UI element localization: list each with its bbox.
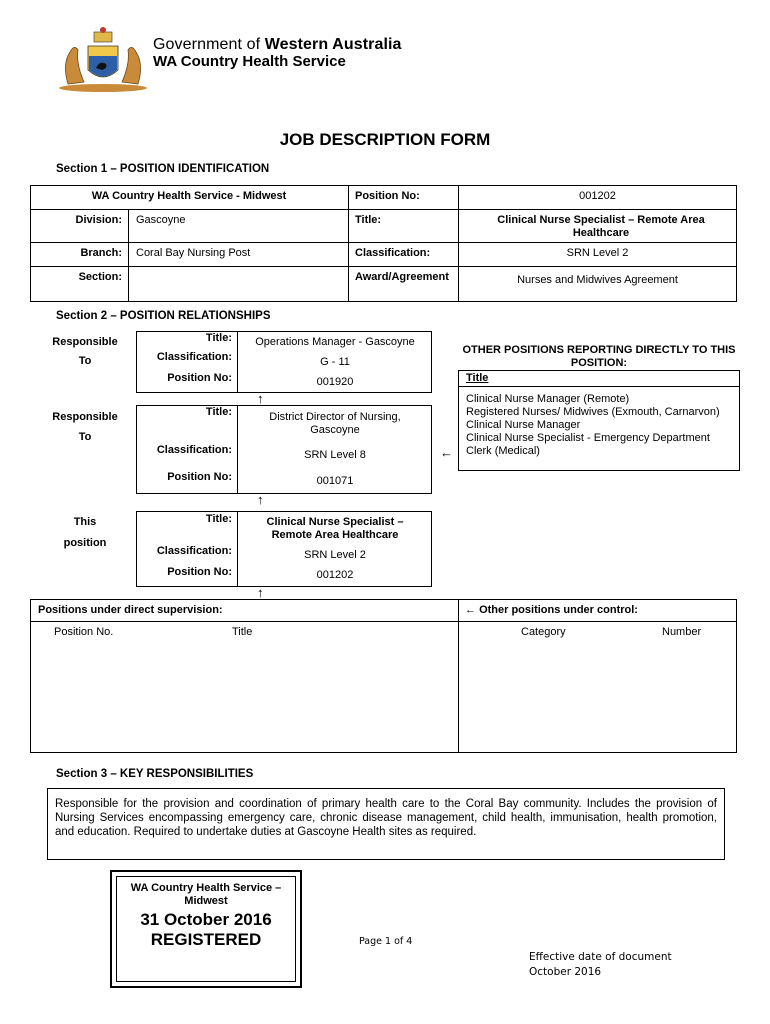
award-value: Nurses and Midwives Agreement <box>517 274 678 286</box>
division-value: Gascoyne <box>136 214 186 226</box>
section-label: Section: <box>78 271 122 283</box>
box1-position-no: 001920 <box>316 376 354 388</box>
supervision-table <box>30 599 737 753</box>
box3-title: Clinical Nurse Specialist – Remote Area Healthcare <box>266 516 404 541</box>
page-number: Page 1 of 4 <box>359 936 413 947</box>
arrow-up-icon-3: ↑ <box>257 585 264 600</box>
box1-classification-label: Classification: <box>156 351 232 363</box>
classification-label: Classification: <box>355 247 431 259</box>
stamp-status: REGISTERED <box>150 930 262 949</box>
responsible-to-label-2b: To <box>78 431 92 443</box>
title-value: Clinical Nurse Specialist – Remote Area Healthcare <box>497 214 705 239</box>
arrow-up-icon: ↑ <box>257 391 264 406</box>
box1-title-label: Title: <box>205 332 232 344</box>
award-label: Award/Agreement <box>355 271 449 283</box>
arrow-up-icon-2: ↑ <box>257 492 264 507</box>
responsible-to-label-1b: To <box>78 355 92 367</box>
box2-title: District Director of Nursing, Gascoyne <box>269 411 401 436</box>
position-no-value: 001202 <box>579 190 616 202</box>
direct-supervision-label: Positions under direct supervision: <box>38 604 223 616</box>
branch-label: Branch: <box>80 247 122 259</box>
arrow-left-icon: ← <box>465 604 476 616</box>
box1-position-no-label: Position No: <box>167 372 232 384</box>
other-position-item: Registered Nurses/ Midwives (Exmouth, Carnarvon) <box>466 406 720 418</box>
coat-of-arms-logo <box>56 24 150 94</box>
col-category: Category <box>521 626 566 638</box>
box3-classification-label: Classification: <box>156 545 232 557</box>
section2-heading: Section 2 – POSITION RELATIONSHIPS <box>56 310 271 322</box>
col-number: Number <box>662 626 702 638</box>
other-positions-title-label: Title <box>466 372 489 384</box>
box2-title-label: Title: <box>205 406 232 418</box>
box3-classification: SRN Level 2 <box>304 549 366 561</box>
other-position-item: Clinical Nurse Manager <box>466 419 581 431</box>
government-heading: Government of Western Australia <box>153 36 402 53</box>
effective-date: October 2016 <box>529 966 602 978</box>
box2-classification-label: Classification: <box>156 444 232 456</box>
box2-position-no: 001071 <box>316 475 354 487</box>
col-title: Title <box>232 626 253 638</box>
other-position-item: Clinical Nurse Manager (Remote) <box>466 393 630 405</box>
box2-position-no-label: Position No: <box>167 471 232 483</box>
box1-title: Operations Manager - Gascoyne <box>255 336 415 348</box>
title-label: Title: <box>355 214 382 226</box>
other-control-label: ← Other positions under control: <box>465 604 638 616</box>
box3-position-no: 001202 <box>316 569 354 581</box>
organisation: WA Country Health Service - Midwest <box>91 190 287 202</box>
box3-position-no-label: Position No: <box>167 566 232 578</box>
registered-stamp <box>110 870 302 988</box>
key-responsibilities-text: Responsible for the provision and coordination of primary health care to the Coral Bay community. Includes the provision of Nursing Services encompassing emergency care, chronic disease management, child health, immunisation, health promotion, and education. Required to undertake duties at Gascoyne Health sites as required. <box>55 798 717 838</box>
classification-value: SRN Level 2 <box>566 247 629 259</box>
section1-heading: Section 1 – POSITION IDENTIFICATION <box>56 163 270 175</box>
effective-label: Effective date of document <box>529 951 672 963</box>
this-position-label-b: position <box>63 537 107 549</box>
form-title: JOB DESCRIPTION FORM <box>279 130 491 149</box>
stamp-org: WA Country Health Service – Midwest <box>130 882 282 907</box>
box3-title-label: Title: <box>205 513 232 525</box>
arrow-left-icon: ← <box>440 445 453 460</box>
other-position-item: Clerk (Medical) <box>466 445 540 457</box>
col-position-no: Position No. <box>54 626 114 638</box>
position-no-label: Position No: <box>355 190 420 202</box>
other-positions-heading: OTHER POSITIONS REPORTING DIRECTLY TO THIS POSITION: <box>462 344 736 369</box>
other-positions-list <box>466 393 736 458</box>
responsible-to-label-1: Responsible <box>52 336 118 348</box>
other-position-item: Clinical Nurse Specialist - Emergency Department <box>466 432 710 444</box>
box1-classification: G - 11 <box>320 356 350 368</box>
box2-classification: SRN Level 8 <box>304 449 366 461</box>
responsible-to-label-2: Responsible <box>52 411 118 423</box>
this-position-label: This <box>73 516 97 528</box>
service-heading: WA Country Health Service <box>153 53 346 70</box>
branch-value: Coral Bay Nursing Post <box>136 247 251 259</box>
division-label: Division: <box>75 214 122 226</box>
stamp-date: 31 October 2016 <box>140 910 272 929</box>
section3-heading: Section 3 – KEY RESPONSIBILITIES <box>56 768 254 780</box>
